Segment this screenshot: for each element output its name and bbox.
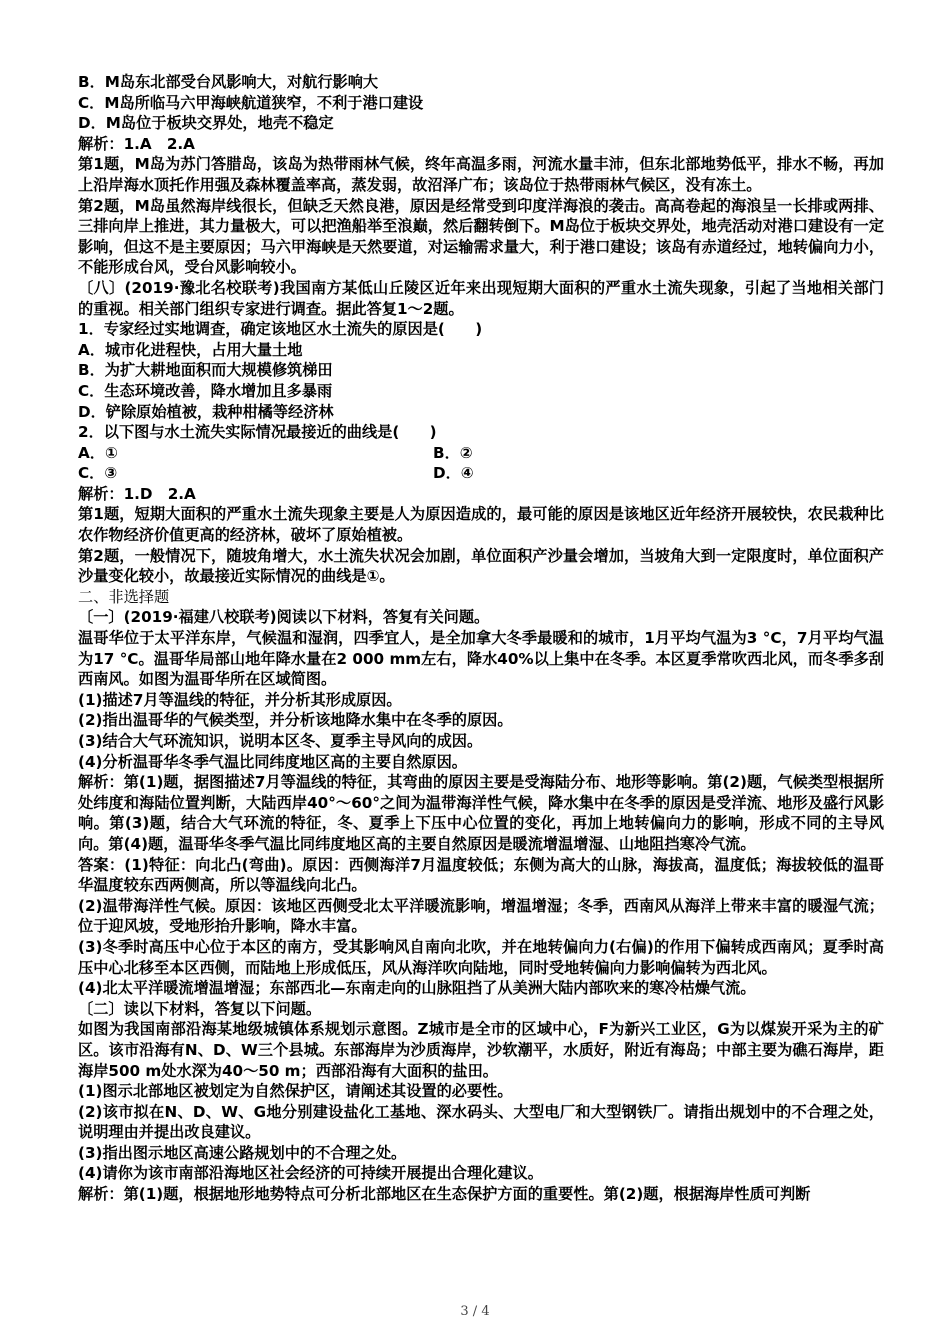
material-paragraph: 温哥华位于太平洋东岸，气候温和湿润，四季宜人，是全加拿大冬季最暖和的城市，1月平均气温为3 °C，7月平均气温为17 °C。温哥华局部山地年降水量在2 000 mm左右，降水40%以上集中在冬季。本区夏季常吹西北风，而冬季多刮西南风。如图为温哥华所在区域简图。 (78, 629, 884, 689)
options-row (78, 443, 884, 464)
page-number: 3 / 4 (460, 1304, 490, 1319)
document-body (78, 72, 884, 1205)
answer-paragraph: (3)冬季时高压中心位于本区的南方，受其影响风自南向北吹，并在地转偏向力(右偏)的作用下偏转成西南风；夏季时高压中心北移至本区西侧，而陆地上形成低压，风从海洋吹向陆地，同时受地转偏向力影响偏转为西北风。 (78, 937, 884, 977)
sub-question: (4)请你为该市南部沿海地区社会经济的可持续开展提出合理化建议。 (78, 1164, 543, 1183)
question-stem: 1．专家经过实地调查，确定该地区水土流失的原因是( ) (78, 320, 483, 339)
option-a: A．城市化进程快，占用大量土地 (78, 340, 303, 359)
explanation-paragraph: 第2题，一般情况下，随坡角增大，水土流失状况会加剧，单位面积产沙量会增加，当坡角大到一定限度时，单位面积产沙量变化较小，故最接近实际情况的曲线是①。 (78, 546, 884, 586)
answer-paragraph: 答案：(1)特征：向北凸(弯曲)。原因：西侧海洋7月温度较低；东侧为高大的山脉，海拔高，温度低；海拔较低的温哥华温度较东西两侧高，所以等温线向北凸。 (78, 855, 884, 895)
explanation-paragraph: 第1题，短期大面积的严重水土流失现象主要是人为原因造成的，最可能的原因是该地区近年经济开展较快，农民栽种比农作物经济价值更高的经济林，破坏了原始植被。 (78, 505, 884, 545)
material-paragraph: 如图为我国南部沿海某地级城镇体系规划示意图。Z城市是全市的区域中心，F为新兴工业区，G为以煤炭开采为主的矿区。该市沿海有N、D、W三个县城。东部海岸为沙质海岸，沙软潮平，水质好，附近有海岛；中部主要为礁石海岸，距海岸500 m处水深为40～50 m；西部沿海有大面积的盐田。 (78, 1020, 884, 1080)
option-d: D．铲除原始植被，栽种柑橘等经济林 (78, 402, 334, 421)
question-stem: 2．以下图与水土流失实际情况最接近的曲线是( ) (78, 423, 437, 442)
option-b: B．② (433, 443, 473, 462)
option-b: B．为扩大耕地面积而大规模修筑梯田 (78, 361, 333, 380)
sub-question: (3)指出图示地区高速公路规划中的不合理之处。 (78, 1143, 407, 1162)
question-intro: 〔一〕(2019·福建八校联考)阅读以下材料，答复有关问题。 (78, 608, 490, 627)
text-line: D．M岛位于板块交界处，地壳不稳定 (78, 114, 334, 133)
option-d: D．④ (433, 464, 474, 483)
sub-question: (2)该市拟在N、D、W、G地分别建设盐化工基地、深水码头、大型电厂和大型钢铁厂。请指出规划中的不合理之处，说明理由并提出改良建议。 (78, 1102, 884, 1142)
sub-question: (1)描述7月等温线的特征，并分析其形成原因。 (78, 690, 402, 709)
sub-question: (2)指出温哥华的气候类型，并分析该地降水集中在冬季的原因。 (78, 711, 513, 730)
sub-question: (4)分析温哥华冬季气温比同纬度地区高的主要自然原因。 (78, 752, 467, 771)
option-a: A．① (78, 443, 118, 462)
answer-paragraph: (4)北太平洋暖流增温增湿；东部西北—东南走向的山脉阻挡了从美洲大陆内部吹来的寒冷枯燥气流。 (78, 979, 756, 998)
explanation-paragraph: 解析：第(1)题，据图描述7月等温线的特征，其弯曲的原因主要是受海陆分布、地形等影响。第(2)题，气候类型根据所处纬度和海陆位置判断，大陆西岸40°～60°之间为温带海洋性气候，降水集中在冬季的原因是受洋流、地形及盛行风影响。第(3)题，结合大气环流的特征，冬、夏季上下压中心位置的变化，再加上地转偏向力的影响，形成不同的主导风向。第(4)题，温哥华冬季气温比同纬度地区高的主要自然原因是暖流增温增湿、山地阻挡寒冷气流。 (78, 773, 884, 853)
explanation-paragraph: 第2题，M岛虽然海岸线很长，但缺乏天然良港，原因是经常受到印度洋海浪的袭击。高高卷起的海浪呈一长排或两排、三排向岸上推进，其力量极大，可以把渔船举至浪巅，然后翻转倒下。M岛位于板块交界处，地壳活动对港口建设有一定影响，但这不是主要原因；马六甲海峡是天然要道，对运输需求量大，利于港口建设；该岛有赤道经过，地转偏向力小，不能形成台风，受台风影响较小。 (78, 196, 884, 277)
question-intro: 〔二〕读以下材料，答复以下问题。 (78, 999, 321, 1018)
explanation-paragraph: 解析：第(1)题，根据地形地势特点可分析北部地区在生态保护方面的重要性。第(2)题，根据海岸性质可判断 (78, 1185, 811, 1204)
question-intro: 〔八〕(2019·豫北名校联考)我国南方某低山丘陵区近年来出现短期大面积的严重水土流失现象，引起了当地相关部门的重视。相关部门组织专家进行调查。据此答复1～2题。 (78, 278, 884, 318)
section-title: 二、非选择题 (78, 587, 170, 606)
sub-question: (1)图示北部地区被划定为自然保护区，请阐述其设置的必要性。 (78, 1082, 513, 1101)
text-line: B．M岛东北部受台风影响大，对航行影响大 (78, 73, 379, 91)
option-c: C．③ (78, 464, 118, 483)
answer-line: 解析：1.A 2.A (78, 134, 195, 153)
options-row (78, 463, 884, 484)
sub-question: (3)结合大气环流知识，说明本区冬、夏季主导风向的成因。 (78, 732, 483, 750)
explanation-paragraph: 第1题，M岛为苏门答腊岛，该岛为热带雨林气候，终年高温多雨，河流水量丰沛，但东北部地势低平，排水不畅，再加上沿岸海水顶托作用强及森林覆盖率高，蒸发弱，故沼泽广布；该岛位于热带雨林气候区，没有冻土。 (78, 155, 884, 194)
text-line: C．M岛所临马六甲海峡航道狭窄，不利于港口建设 (78, 93, 424, 112)
option-c: C．生态环境改善，降水增加且多暴雨 (78, 381, 333, 400)
answer-line: 解析：1.D 2.A (78, 484, 196, 503)
answer-paragraph: (2)温带海洋性气候。原因：该地区西侧受北太平洋暖流影响，增温增湿；冬季，西南风从海洋上带来丰富的暖湿气流；位于迎风坡，受地形抬升影响，降水丰富。 (78, 896, 884, 936)
